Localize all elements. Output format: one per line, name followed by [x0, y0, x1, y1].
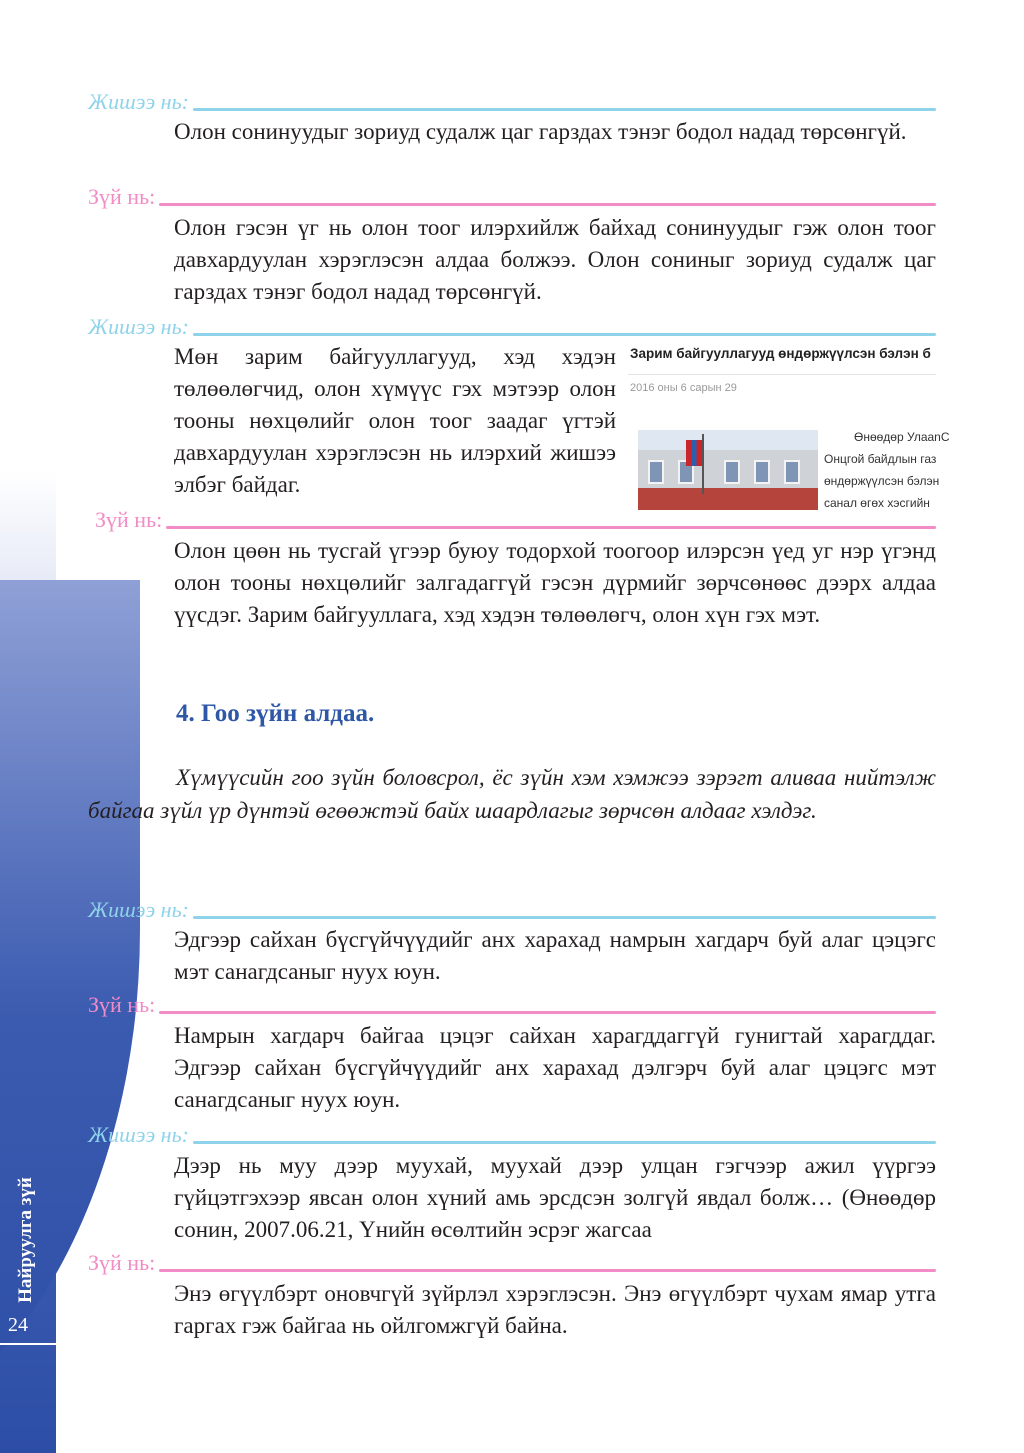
example-text: Олон сонинуудыг зориуд судалж цаг гарздах тэнэг бодол надад төрсөнгүй. — [174, 119, 907, 144]
example-label-row — [88, 1119, 936, 1147]
example-rule — [193, 108, 936, 111]
sidebar-title: Найруулга зүй — [15, 1177, 37, 1303]
note-label-row — [88, 989, 936, 1017]
note-label-row — [95, 504, 936, 532]
flag-icon — [686, 440, 702, 466]
example-label: Жишээ нь: — [88, 89, 189, 114]
page-number-rule — [0, 1343, 62, 1345]
note-label: Зүй нь: — [88, 1250, 156, 1275]
news-date: 2016 оны 6 сарын 29 — [630, 382, 737, 394]
note-label: Зүй нь: — [88, 992, 156, 1017]
example-label-row — [88, 86, 936, 114]
news-line: өндөржүүлсэн бэлэн — [824, 474, 940, 488]
note-label: Зүй нь: — [95, 507, 163, 532]
example-text: Эдгээр сайхан бүсгүйчүүдийг анх харахад намрын хагдарч буй алаг цэцэгс мэт санагдсаныг нуух юун. — [174, 927, 936, 984]
note-rule — [159, 1269, 936, 1272]
example-rule — [193, 1141, 936, 1144]
example-label: Жишээ нь: — [88, 314, 189, 339]
note-text: Олон цөөн нь тусгай үгээр буюу тодорхой тоогоор илэрсэн үед уг нэр үгэнд олон тооны нөхцөлийг залгадаггүй гэсэн дүрмийг зөрчсөнөөс дээрх алдаа үүсдэг. Зарим байгууллага, хэд хэдэн төлөөлөгч, олон хүн гэх мэт. — [174, 538, 936, 627]
example-rule — [193, 916, 936, 919]
note-label-row — [88, 1247, 936, 1275]
note-label: Зүй нь: — [88, 184, 156, 209]
section-heading: 4. Гоо зүйн алдаа. — [176, 700, 375, 727]
note-rule — [159, 1011, 936, 1014]
news-photo — [638, 430, 818, 510]
example-label-row — [88, 894, 936, 922]
example-text: Мөн зарим байгууллагууд, хэд хэдэн төлөөлөгчид, олон хүмүүс гэх мэтээр олон тооны нөхцөлийг олон тоог заадаг үгтэй давхардуулан хэрэглэсэн нь илэрхий жишээ элбэг байдаг. — [174, 344, 616, 497]
note-rule — [159, 203, 936, 206]
example-label: Жишээ нь: — [88, 897, 189, 922]
example-text: Дээр нь муу дээр муухай, муухай дээр улцан гэгчээр ажил үүргээ гүйцэтгэхээр явсан олон хүний амь эрсдсэн золгүй явдал болж… (Өнөөдөр сонин, 2007.06.21, Үнийн өсөлтийн эсрэг жагсаа — [174, 1153, 936, 1242]
note-text: Намрын хагдарч байгаа цэцэг сайхан харагддаггүй гунигтай харагддаг. Эдгээр сайхан бүсгүйчүүдийг анх харахад дэлгэрч буй алаг цэцэгс мэт санагдсаныг нуух юун. — [174, 1023, 936, 1112]
news-line: Онцгой байдлын газ — [824, 452, 937, 466]
news-headline: Зарим байгууллагууд өндөржүүлсэн бэлэн б — [630, 346, 931, 361]
news-line: санал өгөх хэсгийн — [824, 496, 930, 510]
news-line: Өнөөдөр УлааnС — [854, 430, 950, 444]
note-rule — [166, 526, 936, 529]
page-number: 24 — [8, 1314, 28, 1336]
section-intro: Хүмүүсийн гоо зүйн боловсрол, ёс зүйн хэм хэмжээ зэрэгт аливаа нийтэлж байгаа зүйл үр дүнтэй өгөөжтэй байх шаардлагыг зөрчсөн алдааг хэлдэг. — [88, 765, 936, 823]
example-label-row — [88, 311, 936, 339]
example-rule — [193, 333, 936, 336]
news-clip-image — [628, 342, 950, 512]
note-text: Олон гэсэн үг нь олон тоог илэрхийлж байхад сонинуудыг гэж олон тоог давхардуулан хэрэглэсэн алдаа болжээ. Олон сониныг зориуд судалж цаг гарздах тэнэг бодол надад төрсөнгүй. — [174, 215, 936, 304]
note-text: Энэ өгүүлбэрт оновчгүй зүйрлэл хэрэглэсэн. Энэ өгүүлбэрт чухам ямар утга гаргах гэж байгаа нь ойлгомжгүй байна. — [174, 1281, 936, 1338]
example-label: Жишээ нь: — [88, 1122, 189, 1147]
note-label-row — [88, 181, 936, 209]
